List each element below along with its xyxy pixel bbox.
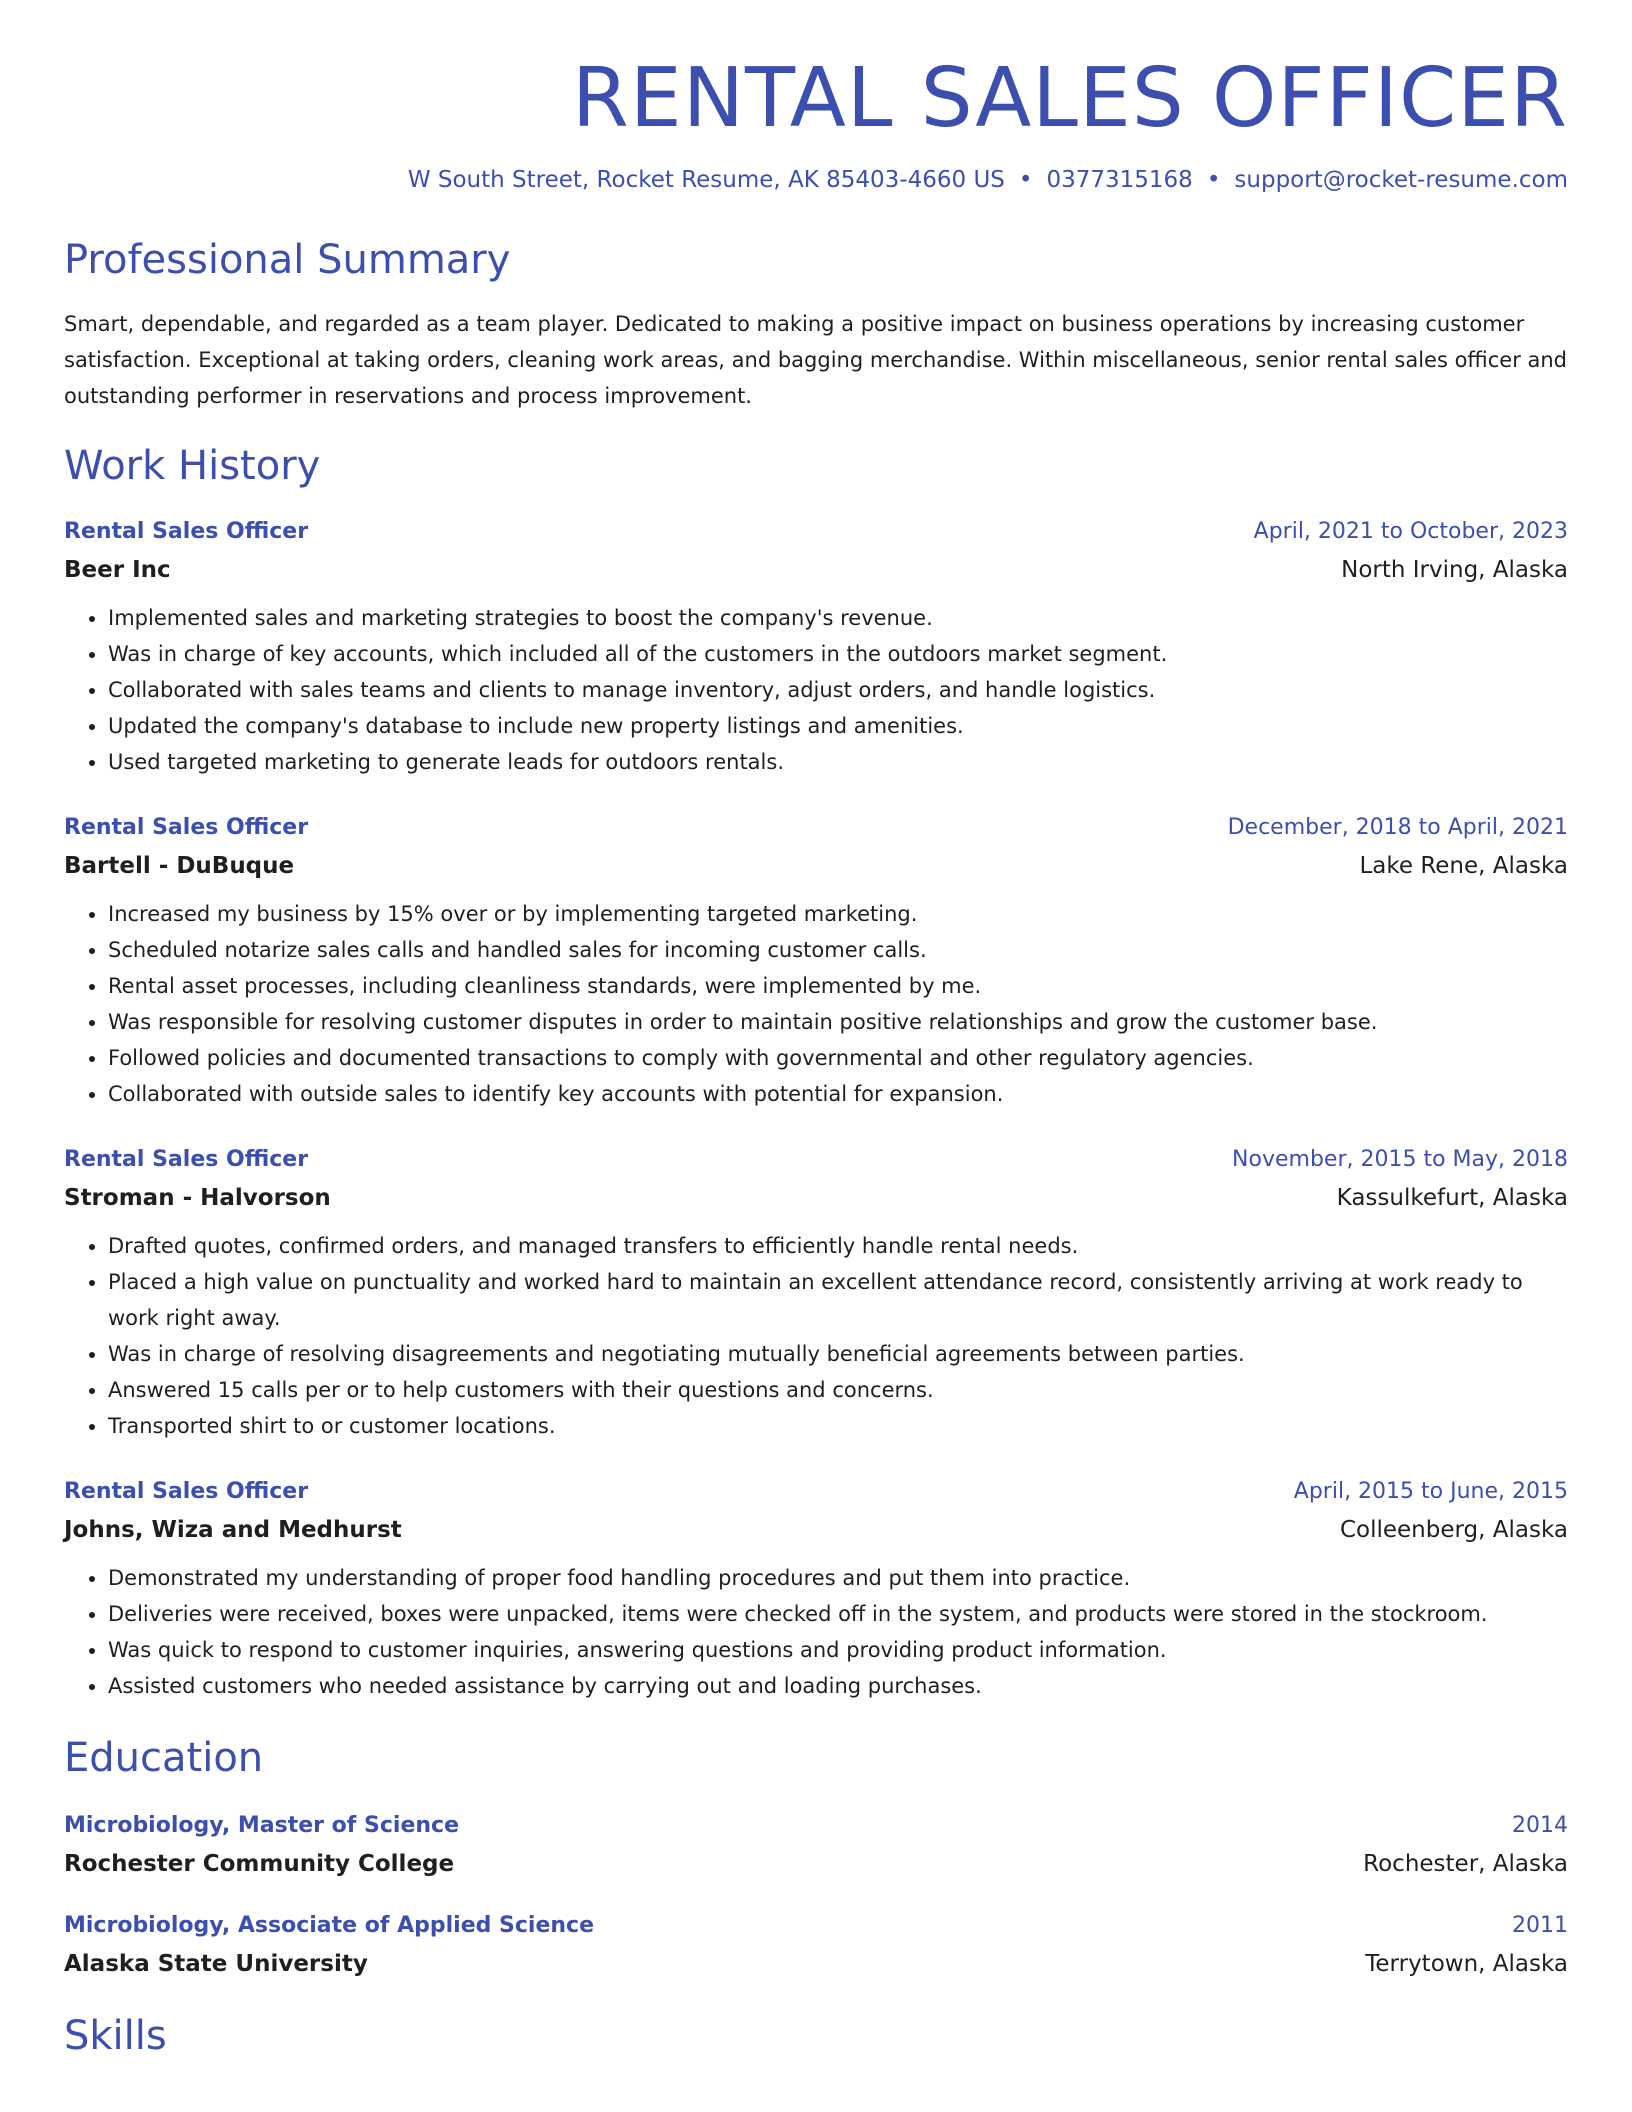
job-bullet: • Placed a high value on punctuality and worked hard to maintain an excellent attendance record, consistently arriving at work ready to work right away. — [108, 1264, 1568, 1336]
job-bullet: • Was responsible for resolving customer disputes in order to maintain positive relationships and grow the customer base. — [108, 1004, 1568, 1040]
job-bullet: • Answered 15 calls per or to help customers with their questions and concerns. — [108, 1372, 1568, 1408]
job-title: Rental Sales Officer — [64, 815, 309, 841]
skills-heading: Skills — [64, 2013, 167, 2060]
job-bullets — [64, 896, 1568, 1112]
job-dates: April, 2015 to June, 2015 — [1293, 1479, 1568, 1505]
job-title: Rental Sales Officer — [64, 1147, 309, 1173]
resume-title: RENTAL SALES OFFICER — [571, 51, 1568, 146]
education-degree: Microbiology, Master of Science — [64, 1813, 459, 1839]
job-bullets — [64, 1228, 1568, 1444]
job-entry — [64, 514, 1568, 780]
education-year: 2011 — [1512, 1913, 1568, 1939]
education-entry — [64, 1908, 1568, 1984]
education-location: Terrytown, Alaska — [1365, 1951, 1568, 1978]
contact-line — [64, 166, 1568, 196]
summary-text: Smart, dependable, and regarded as a team player. Dedicated to making a positive impact on business operations by increasing customer satisfaction. Exceptional at taking orders, cleaning work areas, and bagging merchandise. Within miscellaneous, senior rental sales officer and outstanding performer in reservations and process improvement. — [64, 312, 1568, 409]
contact-phone: 0377315168 — [1046, 167, 1193, 194]
education-entry — [64, 1808, 1568, 1884]
job-employer: Bartell - DuBuque — [64, 853, 295, 880]
job-bullets — [64, 1560, 1568, 1704]
education-section — [64, 1734, 1568, 1984]
job-bullet: • Was in charge of resolving disagreements and negotiating mutually beneficial agreements between parties. — [108, 1336, 1568, 1372]
job-dates: November, 2015 to May, 2018 — [1232, 1147, 1568, 1173]
job-title: Rental Sales Officer — [64, 519, 309, 545]
education-year: 2014 — [1512, 1813, 1568, 1839]
job-location: North Irving, Alaska — [1341, 557, 1568, 584]
job-location: Lake Rene, Alaska — [1359, 853, 1568, 880]
contact-separator: • — [1018, 167, 1033, 194]
job-dates: April, 2021 to October, 2023 — [1253, 519, 1568, 545]
work-history-section — [64, 442, 1568, 1704]
summary-heading: Professional Summary — [64, 237, 511, 284]
job-bullet: • Used targeted marketing to generate leads for outdoors rentals. — [108, 744, 1568, 780]
job-entry — [64, 1142, 1568, 1444]
education-heading: Education — [64, 1735, 264, 1782]
job-location: Kassulkefurt, Alaska — [1336, 1185, 1568, 1212]
job-bullet: • Deliveries were received, boxes were unpacked, items were checked off in the system, and products were stored in the stockroom. — [108, 1596, 1568, 1632]
education-location: Rochester, Alaska — [1363, 1851, 1568, 1878]
contact-email: support@rocket-resume.com — [1234, 167, 1568, 194]
job-employer: Beer Inc — [64, 557, 171, 584]
job-bullet: • Assisted customers who needed assistance by carrying out and loading purchases. — [108, 1668, 1568, 1704]
job-bullet: • Implemented sales and marketing strategies to boost the company's revenue. — [108, 600, 1568, 636]
job-bullet: • Collaborated with sales teams and clients to manage inventory, adjust orders, and handle logistics. — [108, 672, 1568, 708]
job-bullets — [64, 600, 1568, 780]
job-dates: December, 2018 to April, 2021 — [1227, 815, 1568, 841]
job-bullet: • Increased my business by 15% over or by implementing targeted marketing. — [108, 896, 1568, 932]
job-bullet: • Scheduled notarize sales calls and handled sales for incoming customer calls. — [108, 932, 1568, 968]
job-bullet: • Demonstrated my understanding of proper food handling procedures and put them into practice. — [108, 1560, 1568, 1596]
job-location: Colleenberg, Alaska — [1339, 1517, 1568, 1544]
education-school: Alaska State University — [64, 1951, 368, 1978]
skills-section — [64, 2012, 1568, 2060]
job-bullet: • Rental asset processes, including cleanliness standards, were implemented by me. — [108, 968, 1568, 1004]
job-bullet: • Drafted quotes, confirmed orders, and managed transfers to efficiently handle rental needs. — [108, 1228, 1568, 1264]
job-bullet: • Was quick to respond to customer inquiries, answering questions and providing product information. — [108, 1632, 1568, 1668]
summary-section — [64, 236, 1568, 414]
job-entry — [64, 810, 1568, 1112]
job-employer: Stroman - Halvorson — [64, 1185, 331, 1212]
job-entry — [64, 1474, 1568, 1704]
education-degree: Microbiology, Associate of Applied Science — [64, 1913, 594, 1939]
education-school: Rochester Community College — [64, 1851, 455, 1878]
job-bullet: • Was in charge of key accounts, which included all of the customers in the outdoors market segment. — [108, 636, 1568, 672]
work-history-heading: Work History — [64, 443, 321, 490]
job-bullet: • Updated the company's database to include new property listings and amenities. — [108, 708, 1568, 744]
job-employer: Johns, Wiza and Medhurst — [64, 1517, 402, 1544]
contact-address: W South Street, Rocket Resume, AK 85403-4660 US — [407, 167, 1005, 194]
job-bullet: • Followed policies and documented transactions to comply with governmental and other regulatory agencies. — [108, 1040, 1568, 1076]
contact-separator: • — [1206, 167, 1221, 194]
job-bullet: • Transported shirt to or customer locations. — [108, 1408, 1568, 1444]
job-bullet: • Collaborated with outside sales to identify key accounts with potential for expansion. — [108, 1076, 1568, 1112]
job-title: Rental Sales Officer — [64, 1479, 309, 1505]
